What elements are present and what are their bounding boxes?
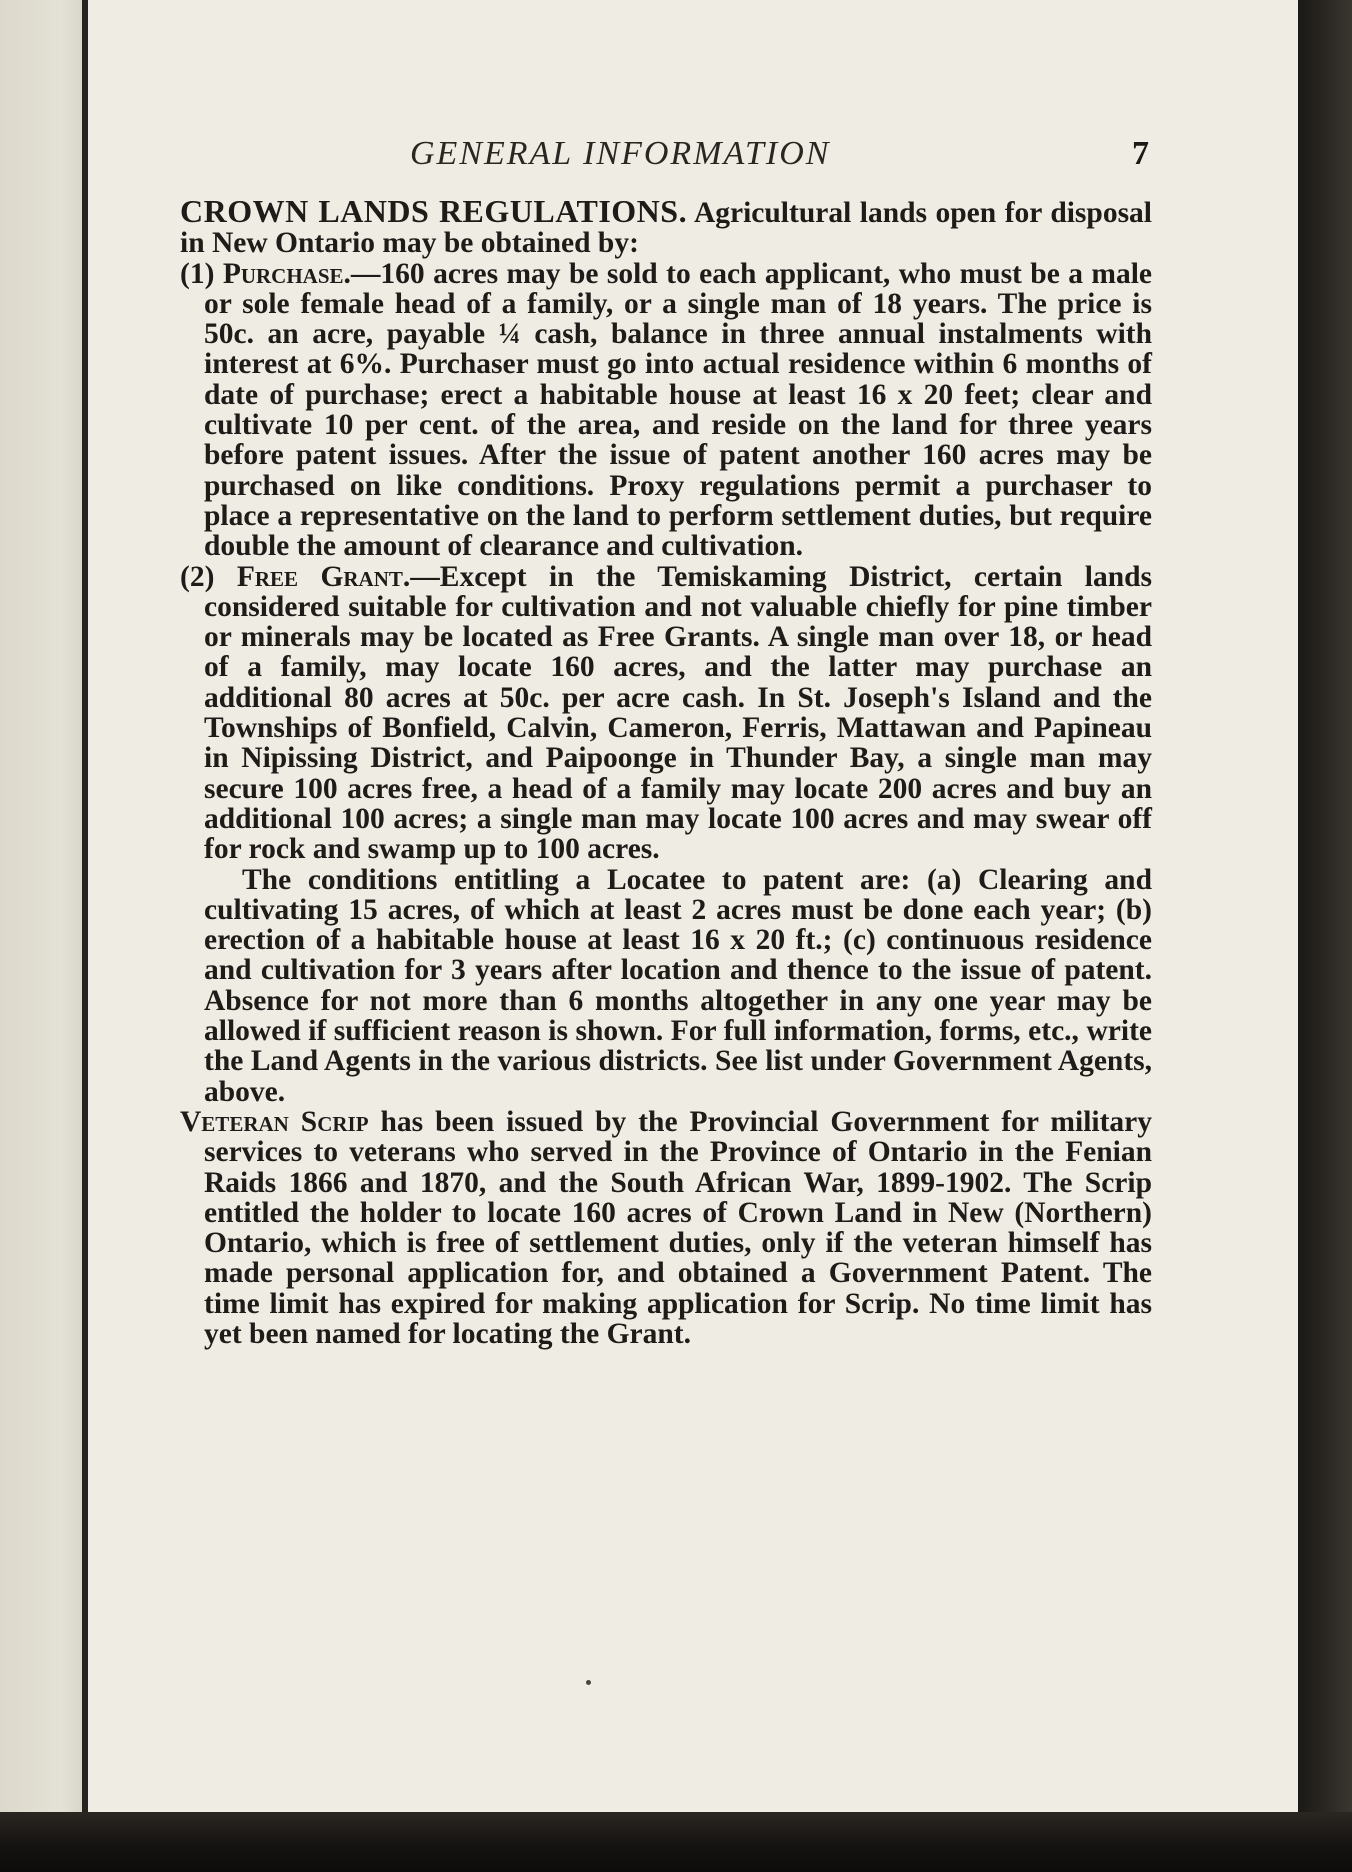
purchase-number: (1) bbox=[180, 257, 215, 290]
free-grant-label: Free Grant. bbox=[236, 560, 411, 593]
veteran-scrip-paragraph bbox=[180, 1107, 1152, 1349]
intro-text: Agricultural lands open for disposal in New Ontario may be obtained by: bbox=[180, 197, 1153, 260]
body-text bbox=[180, 193, 1153, 1350]
purchase-text: —160 acres may be sold to each applicant, who must be a male or sole female head of a family, or a single man of 18 years. The price is 50c. an acre, payable ¼ cash, balance in three annual instalments with interest at 6%. Purchaser must go into actual residence within 6 months of date of purchase; erect a habitable house at least 16 x 20 feet; clear and cultivate 10 per cent. of the area, and reside on the land for three years before patent issues. After the issue of patent another 160 acres may be purchased on like conditions. Proxy regulations permit a purchaser to place a representative on the land to perform settlement duties, but require double the amount of clearance and cultivation. bbox=[204, 257, 1152, 563]
locatee-conditions-paragraph: The conditions entitling a Locatee to patent are: (a) Clearing and cultivating 15 acres, of which at least 2 acres must be done each year; (b) erection of a habitable house at least 16 x 20 ft.; (c) continuous residence and cultivation for 3 years after location and thence to the issue of patent. Absence for not more than 6 months altogether in any one year may be allowed if sufficient reason is shown. For full information, forms, etc., write the Land Agents in the various districts. See list under Government Agents, above. bbox=[204, 863, 1152, 1108]
bottom-page-edge bbox=[0, 1812, 1352, 1872]
crown-lands-intro bbox=[180, 193, 1153, 260]
section-heading: CROWN LANDS REGULATIONS. bbox=[180, 193, 688, 229]
print-speck bbox=[586, 1680, 591, 1685]
veteran-scrip-label: Veteran Scrip bbox=[180, 1105, 369, 1138]
running-head: GENERAL INFORMATION bbox=[410, 135, 831, 172]
free-grant-text: —Except in the Temiskaming District, certain lands considered suitable for cultivation and not valuable chiefly for pine timber or minerals may be located as Free Grants. A single man over 18, or head of a family, may locate 160 acres, and the latter may purchase an additional 80 acres at 50c. per acre cash. In St. Joseph's Island and the Townships of Bonfield, Calvin, Cameron, Ferris, Mattawan and Papineau in Nipissing District, and Paipoonge in Thunder Bay, a single man may secure 100 acres free, a head of a family may locate 200 acres and buy an additional 100 acres; a single man may locate 100 acres and may swear off for rock and swamp up to 100 acres. bbox=[204, 560, 1153, 866]
free-grant-number: (2) bbox=[180, 560, 215, 593]
left-margin bbox=[0, 0, 88, 1872]
veteran-scrip-text: has been issued by the Provincial Government for military services to veterans who served in the Province of Ontario in the Fenian Raids 1866 and 1870, and the South African War, 1899-1902. The Scrip entitled the holder to locate 160 acres of Crown Land in New (Northern) Ontario, which is free of settlement duties, only if the veteran himself has made personal application for, and obtained a Government Patent. The time limit has expired for making application for Scrip. No time limit has yet been named for locating the Grant. bbox=[204, 1105, 1152, 1350]
right-page-edge bbox=[1298, 0, 1352, 1872]
purchase-label: Purchase. bbox=[222, 257, 351, 290]
purchase-paragraph bbox=[180, 259, 1152, 562]
page-number: 7 bbox=[1132, 135, 1149, 172]
free-grant-paragraph bbox=[180, 562, 1152, 865]
